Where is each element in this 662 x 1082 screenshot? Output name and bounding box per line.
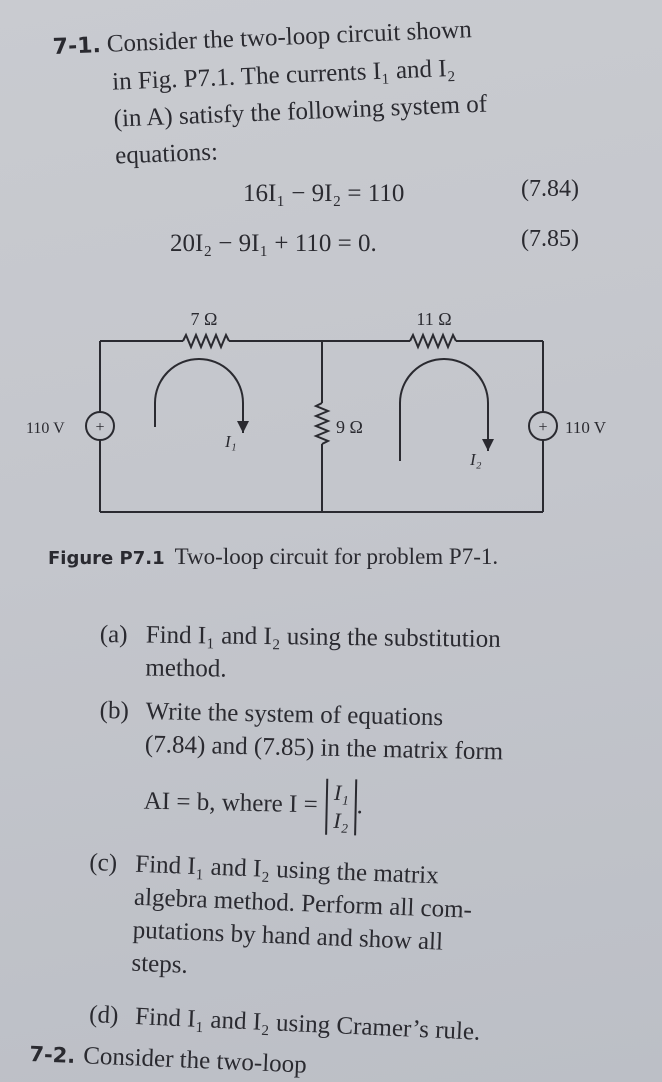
part-b-line-1: Write the system of equations bbox=[145, 697, 444, 732]
label-voltage-left: 110 V bbox=[26, 420, 65, 437]
part-a-line-1: Find I₁ and I₂ using the substitution bbox=[145, 621, 501, 653]
equation-number-7-84: (7.84) bbox=[521, 176, 579, 202]
part-b-line-2: (7.84) and (7.85) in the matrix form bbox=[144, 730, 504, 766]
plus-sign-right: + bbox=[538, 419, 548, 436]
label-11-ohm: 11 Ω bbox=[416, 309, 452, 329]
figure-caption-text: Two-loop circuit for problem P7-1. bbox=[174, 544, 499, 569]
loop-arrow-2-head bbox=[482, 439, 494, 451]
next-problem bbox=[29, 1040, 307, 1080]
matrix-vector-I bbox=[325, 779, 357, 836]
plus-sign-left: + bbox=[95, 419, 105, 436]
next-problem-text: Consider the two-loop bbox=[82, 1042, 308, 1079]
problem-line-4: equations: bbox=[114, 138, 219, 170]
next-problem-number: 7-2. bbox=[28, 1041, 76, 1068]
part-d-line-1: Find I₁ and I₂ using Cramer’s rule. bbox=[134, 1003, 481, 1046]
part-a-label: (a) bbox=[99, 620, 128, 649]
equation-7-84: 16I₁ − 9I₂ = 110 bbox=[243, 180, 405, 207]
part-b-line-3: AI = b, where I = I₁ I₂ . bbox=[97, 760, 503, 838]
matrix-entry-2: I₂ bbox=[333, 807, 349, 834]
label-voltage-right: 110 V bbox=[565, 418, 607, 437]
part-c-line-2: algebra method. Perform all com- bbox=[133, 883, 473, 924]
circuit-diagram bbox=[20, 295, 630, 525]
label-7-ohm: 7 Ω bbox=[190, 309, 218, 329]
resistor-9-ohm bbox=[316, 403, 328, 444]
problem-line-1: Consider the two-loop circuit shown bbox=[106, 16, 473, 58]
part-c bbox=[85, 846, 474, 993]
part-a-line-2: method. bbox=[145, 654, 227, 683]
problem-line-2: in Fig. P7.1. The currents I₁ and I₂ bbox=[111, 54, 456, 96]
problem-line-3: (in A) satisfy the following system of bbox=[113, 90, 488, 133]
label-current-i2: I₂ bbox=[470, 450, 482, 469]
problem-number: 7-1. bbox=[52, 33, 102, 60]
part-c-label: (c) bbox=[88, 848, 118, 878]
part-c-line-1: Find I₁ and I₂ using the matrix bbox=[134, 850, 440, 890]
loop-arrow-1 bbox=[155, 359, 243, 433]
problem-statement bbox=[52, 5, 638, 177]
loop-arrow-1-head bbox=[237, 421, 249, 433]
label-9-ohm: 9 Ω bbox=[336, 417, 363, 437]
matrix-entry-1: I₁ bbox=[333, 779, 350, 806]
part-c-line-3: putations by hand and show all bbox=[132, 916, 444, 956]
part-c-line-4: steps. bbox=[131, 949, 189, 979]
figure-label: Figure P7.1 bbox=[48, 548, 165, 569]
label-current-i1: I₁ bbox=[225, 432, 237, 451]
part-b-label: (b) bbox=[99, 696, 130, 725]
part-d bbox=[89, 998, 481, 1049]
figure-caption bbox=[48, 544, 498, 570]
part-d-label: (d) bbox=[88, 1000, 119, 1030]
equation-number-7-85: (7.85) bbox=[521, 226, 579, 252]
part-a bbox=[99, 618, 501, 689]
resistor-7-ohm bbox=[183, 335, 229, 347]
loop-arrow-2 bbox=[400, 359, 488, 461]
equation-7-85: 20I₂ − 9I₁ + 110 = 0. bbox=[170, 230, 377, 257]
resistor-11-ohm bbox=[410, 335, 456, 347]
part-b-matrix-text: AI = b, where I = bbox=[143, 787, 318, 819]
part-b bbox=[97, 694, 504, 838]
